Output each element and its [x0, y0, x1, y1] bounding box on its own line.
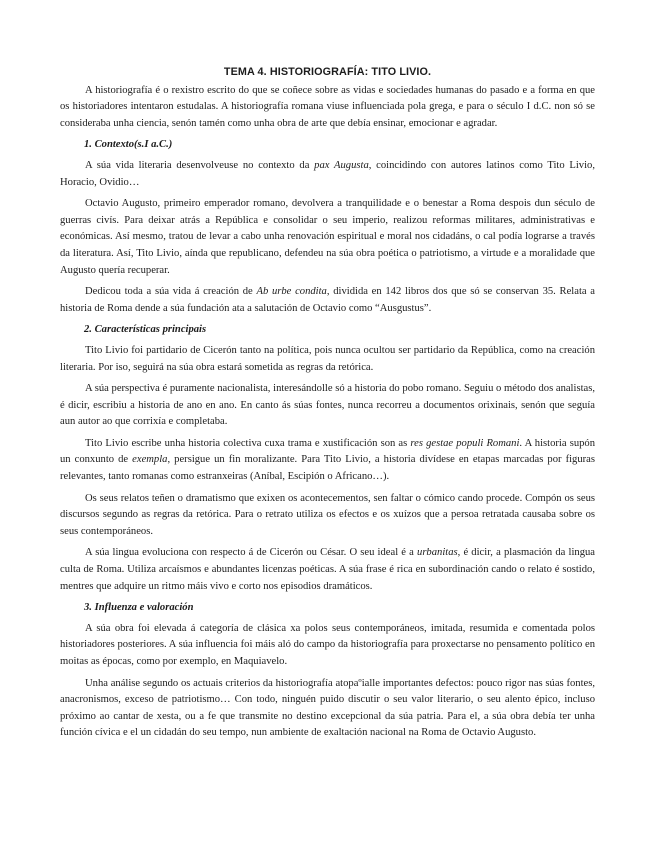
paragraph: A súa vida literaria desenvolveuse no contexto da pax Augusta, coincidindo con autores latinos como Tito Livio, Horacio, Ovidio… [60, 159, 595, 188]
paragraph: Tito Livio escribe unha historia colectiva cuxa trama e xustificación son as res gestae populi Romani. A historia supón un conxunto de exempla, persigue un fin moralizante. Para Tito Livio, a historia divídese en etapas marcadas por figuras relevantes, tanto romanas como estranxeiras (Aníbal, Escipión o Africano…). [60, 437, 596, 483]
document-page [60, 64, 595, 747]
section-heading-influence: 3. Influenza e valoración [84, 602, 194, 614]
paragraph: Octavio Augusto, primeiro emperador romano, devolvera a tranquilidade e o benestar a Roma despois dun século de guerras civís. Para deixar atrás a República e consolidar o seu imperio, realizou reformas militares, administrativas e económicas. Así mesmo, tratou de levar a cabo unha renovación espiritual e moral nos cidadáns, o cal podía lograrse a través da literatura. Así, Tito Livio, aínda que republicano, defendeu na súa obra poética o patriotismo, a virtude e a moralidade que Augusto quería recuperar. [60, 198, 595, 276]
paragraph: Dedicou toda a súa vida á creación de Ab urbe condita, dividida en 142 libros dos que só se conservan 35. Relata a historia de Roma dende a súa fundación ata a salutación de Octavio como “Ausgustus”. [60, 286, 595, 314]
paragraph: A súa lingua evoluciona con respecto á de Cicerón ou César. O seu ideal é a urbanitas, é dicir, a plasmación da lingua culta de Roma. Utiliza arcaísmos e abundantes licenzas poéticas. A súa frase é rica en subordinación cando o relato é sostido, mentres que adquire un ritmo máis vivo e corto nos episodios dramáticos. [60, 547, 595, 592]
intro-paragraph: A historiografía é o rexistro escrito do que se coñece sobre as vidas e sociedades humanas do pasado e a forma en que os historiadores intentaron estudalas. A historiografía romana viuse influenciada pola grega, e para o século I d.C. non só se consideraba unha ciencia, senón tamén como unha obra de arte que debía ensinar, emocionar e agradar. [60, 84, 595, 129]
paragraph: Os seus relatos teñen o dramatismo que exixen os acontecementos, sen faltar o cómico cando procede. Compón os seus discursos segundo as regras da retórica. Para o retrato utiliza os efectos e os xuízos que a persoa retratada causaba sobre os seus contemporáneos. [60, 492, 595, 537]
section-heading-characteristics: 2. Características principais [84, 324, 207, 336]
paragraph: Tito Livio foi partidario de Cicerón tanto na política, pois nunca ocultou ser partidario da República, como na creación literaria. Por iso, seguirá na súa obra estará sometida as regras da retórica. [60, 344, 595, 373]
paragraph: A súa obra foi elevada á categoría de clásica xa polos seus contemporáneos, imitada, resumida e comentada polos historiadores posteriores. A súa influencia foi máis aló do campo da historiografía para proxectarse no pensamento político en moitas as épocas, como por exemplo, en Maquiavelo. [60, 622, 595, 667]
section-heading-context: 1. Contexto(s.I a.C.) [84, 139, 173, 151]
page-title: TEMA 4. HISTORIOGRAFÍA: TITO LIVIO. [223, 66, 432, 78]
paragraph: Unha análise segundo os actuais criterios da historiografía atopaºialle importantes defectos: pouco rigor nas súas fontes, anacronismos, exceso de patriotismo… Con todo, ninguén puido discutir o seu valor literario, o seu alento épico, incluso próximo ao cantar de xesta, ou a fe que transmite no destino excepcional da súa patria. Para el, a súa obra debía ter unha función cívica e el un cidadán do seu tempo, nun ambiente de exaltación nacional na Roma de Octavio Augusto. [60, 677, 595, 739]
paragraph: A súa perspectiva é puramente nacionalista, interesándolle só a historia do pobo romano. Seguiu o método dos analistas, é dicir, escribiu a historia de ano en ano. En canto ás súas fontes, nunca recorreu a documentos orixinais, senón que seguía aun autor ao que corrixía e completaba. [60, 383, 595, 428]
